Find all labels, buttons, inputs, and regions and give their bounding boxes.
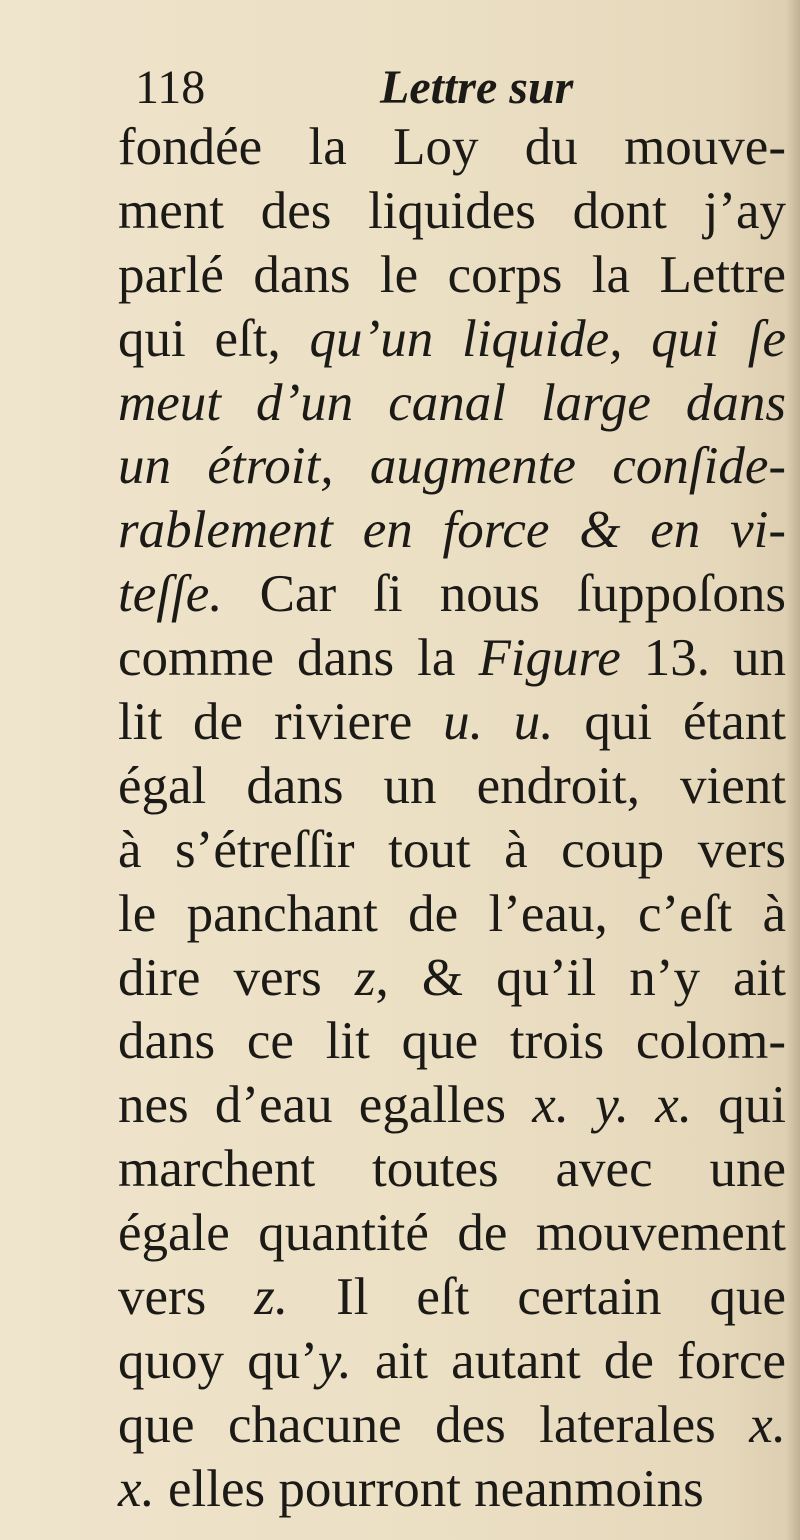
text-line bbox=[118, 1010, 786, 1074]
page-number: 118 bbox=[135, 61, 206, 114]
text-line bbox=[118, 883, 786, 947]
text-segment: elles pourront neanmoins bbox=[154, 1459, 704, 1518]
text-segment: le panchant de l’eau, c’eſt à bbox=[118, 884, 786, 943]
text-line bbox=[118, 180, 786, 244]
text-segment: ment des liquides dont j’ay bbox=[118, 181, 786, 240]
text-line bbox=[118, 755, 786, 819]
text-line bbox=[118, 308, 786, 372]
text-segment: que chacune des laterales bbox=[118, 1395, 750, 1454]
text-segment: qui étant bbox=[553, 693, 787, 752]
italic-text-segment: u. u. bbox=[443, 693, 554, 752]
italic-text-segment: teſſe. bbox=[118, 565, 223, 624]
text-line bbox=[118, 627, 786, 691]
text-line bbox=[118, 819, 786, 883]
text-line bbox=[118, 1138, 786, 1202]
text-segment: égale quantité de mouvement bbox=[118, 1204, 786, 1263]
running-title: Lettre sur bbox=[380, 61, 574, 114]
text-segment: fondée la Loy du mouve- bbox=[118, 118, 786, 176]
text-line bbox=[118, 116, 786, 180]
italic-text-segment: y. bbox=[317, 1331, 352, 1390]
italic-text-segment: rablement en force & en vi- bbox=[118, 501, 786, 560]
text-line bbox=[118, 1266, 786, 1330]
text-segment: à s’étreſſir tout à coup vers bbox=[118, 820, 786, 879]
text-segment: vers bbox=[118, 1268, 255, 1327]
text-segment: Il eſt certain que bbox=[288, 1268, 786, 1327]
text-segment: dire vers bbox=[118, 948, 355, 1007]
text-segment: Car ſi nous ſuppoſons bbox=[222, 565, 786, 624]
italic-text-segment: Figure bbox=[478, 629, 621, 688]
italic-text-segment: x. y. x. bbox=[532, 1076, 693, 1135]
text-line bbox=[118, 372, 786, 436]
text-line bbox=[118, 691, 786, 755]
text-line bbox=[118, 244, 786, 308]
text-line bbox=[118, 1394, 786, 1458]
text-line bbox=[118, 563, 786, 627]
italic-text-segment: un étroit, augmente conſide- bbox=[118, 437, 786, 496]
text-segment: comme dans la bbox=[118, 629, 479, 688]
text-line bbox=[118, 947, 786, 1011]
italic-text-segment: x. bbox=[118, 1459, 155, 1518]
running-header bbox=[135, 58, 655, 118]
text-segment: 13. un bbox=[620, 629, 787, 688]
italic-text-segment: x. bbox=[749, 1395, 786, 1454]
text-line bbox=[118, 499, 786, 563]
italic-text-segment: meut d’un canal large dans bbox=[118, 373, 786, 432]
text-line bbox=[118, 1202, 786, 1266]
italic-text-segment: qu’un liquide, qui ſe bbox=[309, 309, 787, 368]
body-text bbox=[118, 116, 786, 1522]
text-segment: marchent toutes avec une bbox=[118, 1140, 786, 1199]
text-segment: , & qu’il n’y ait bbox=[375, 948, 787, 1007]
italic-text-segment: z. bbox=[254, 1268, 289, 1327]
text-segment: qui bbox=[692, 1076, 786, 1135]
text-segment: qui eſt, bbox=[118, 309, 310, 368]
text-segment: parlé dans le corps la Lettre bbox=[118, 245, 786, 304]
text-line bbox=[118, 1074, 786, 1138]
text-line bbox=[118, 435, 786, 499]
text-segment: lit de riviere bbox=[118, 693, 444, 752]
page-edge-shadow bbox=[786, 0, 800, 1540]
text-segment: nes d’eau egalles bbox=[118, 1076, 533, 1135]
text-line bbox=[118, 1458, 786, 1522]
text-segment: dans ce lit que trois colom- bbox=[118, 1012, 786, 1071]
italic-text-segment: z bbox=[354, 948, 376, 1007]
text-line bbox=[118, 1330, 786, 1394]
text-segment: ait autant de force bbox=[351, 1331, 787, 1390]
text-segment: égal dans un endroit, vient bbox=[118, 756, 786, 815]
text-segment: quoy qu’ bbox=[118, 1331, 318, 1390]
